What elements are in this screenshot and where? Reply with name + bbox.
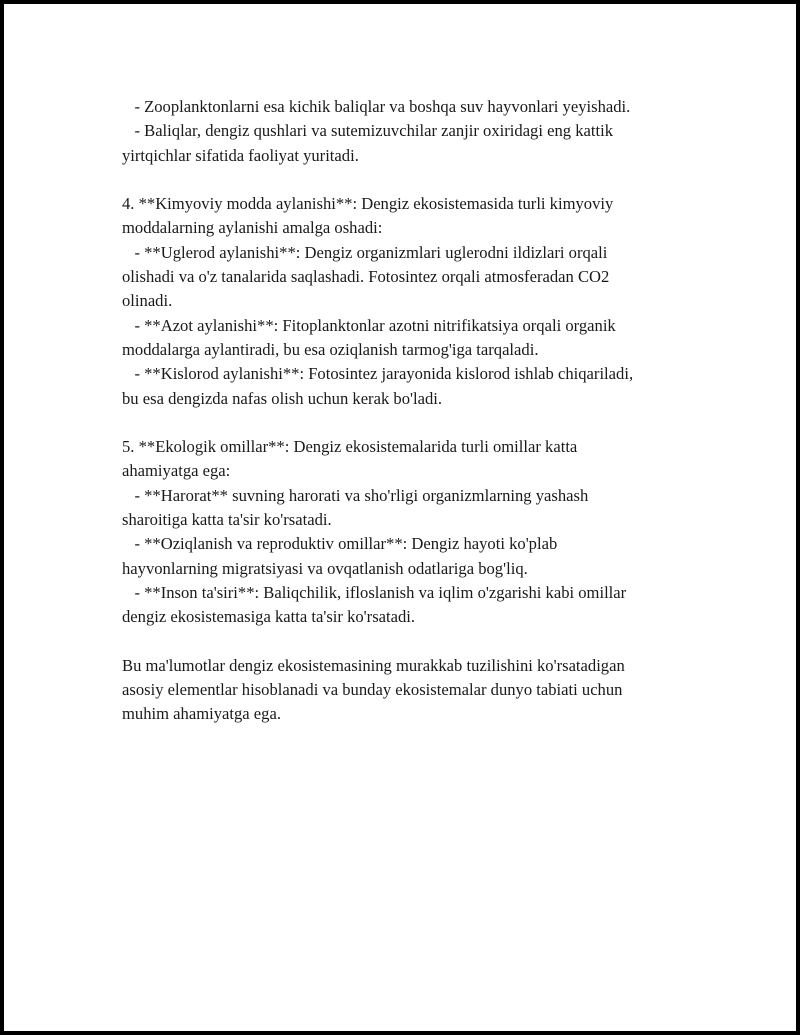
list-item-line: - **Harorat** suvning harorati va sho'rligi organizmlarning yashash bbox=[122, 485, 589, 505]
text-line: - Zooplanktonlarni esa kichik baliqlar va boshqa suv hayvonlari yeyishadi. bbox=[122, 97, 631, 116]
blank-line bbox=[122, 168, 692, 192]
list-item-line: - **Oziqlanish va reproduktiv omillar**: Dengiz hayoti ko'plab bbox=[122, 534, 558, 554]
list-item-line: - **Azot aylanishi**: Fitoplanktonlar azotni nitrifikatsiya orqali organik bbox=[122, 315, 616, 335]
conclusion-line: Bu ma'lumotlar dengiz ekosistemasining murakkab tuzilishini ko'rsatadigan bbox=[122, 655, 625, 675]
list-item-line: - **Kislorod aylanishi**: Fotosintez jarayonida kislorod ishlab chiqariladi, bbox=[122, 364, 634, 384]
text-line: yirtqichlar sifatida faoliyat yuritadi. bbox=[122, 145, 359, 165]
list-item-line: - **Inson ta'siri**: Baliqchilik, ifloslanish va iqlim o'zgarishi kabi omillar bbox=[122, 582, 627, 602]
text-line: sharoitiga katta ta'sir ko'rsatadi. bbox=[122, 510, 332, 530]
text-line: - Baliqlar, dengiz qushlari va sutemizuvchilar zanjir oxiridagi eng kattik bbox=[122, 121, 614, 141]
text-line: dengiz ekosistemasiga katta ta'sir ko'rsatadi. bbox=[122, 607, 416, 627]
text-line: olinadi. bbox=[122, 291, 173, 311]
blank-line bbox=[122, 411, 692, 435]
text-line: bu esa dengizda nafas olish uchun kerak bo'ladi. bbox=[122, 388, 443, 408]
text-line: hayvonlarning migratsiyasi va ovqatlanish odatlariga bog'liq. bbox=[122, 558, 528, 578]
section-heading-line: 5. **Ekologik omillar**: Dengiz ekosistemalarida turli omillar katta bbox=[122, 437, 578, 457]
text-line: moddalarning aylanishi amalga oshadi: bbox=[122, 218, 383, 238]
conclusion-line: asosiy elementlar hisoblanadi va bunday ekosistemalar dunyo tabiati uchun bbox=[122, 680, 623, 700]
section-heading-line: 4. **Kimyoviy modda aylanishi**: Dengiz ekosistemasida turli kimyoviy bbox=[122, 194, 614, 214]
blank-line bbox=[122, 630, 692, 654]
conclusion-line: muhim ahamiyatga ega. bbox=[122, 704, 281, 724]
text-line: ahamiyatga ega: bbox=[122, 461, 231, 481]
list-item-line: - **Uglerod aylanishi**: Dengiz organizmlari uglerodni ildizlari orqali bbox=[122, 242, 608, 262]
document-body bbox=[122, 95, 692, 727]
text-line: moddalarga aylantiradi, bu esa oziqlanish tarmog'iga tarqaladi. bbox=[122, 339, 539, 359]
text-line: olishadi va o'z tanalarida saqlashadi. Fotosintez orqali atmosferadan CO2 bbox=[122, 267, 610, 287]
